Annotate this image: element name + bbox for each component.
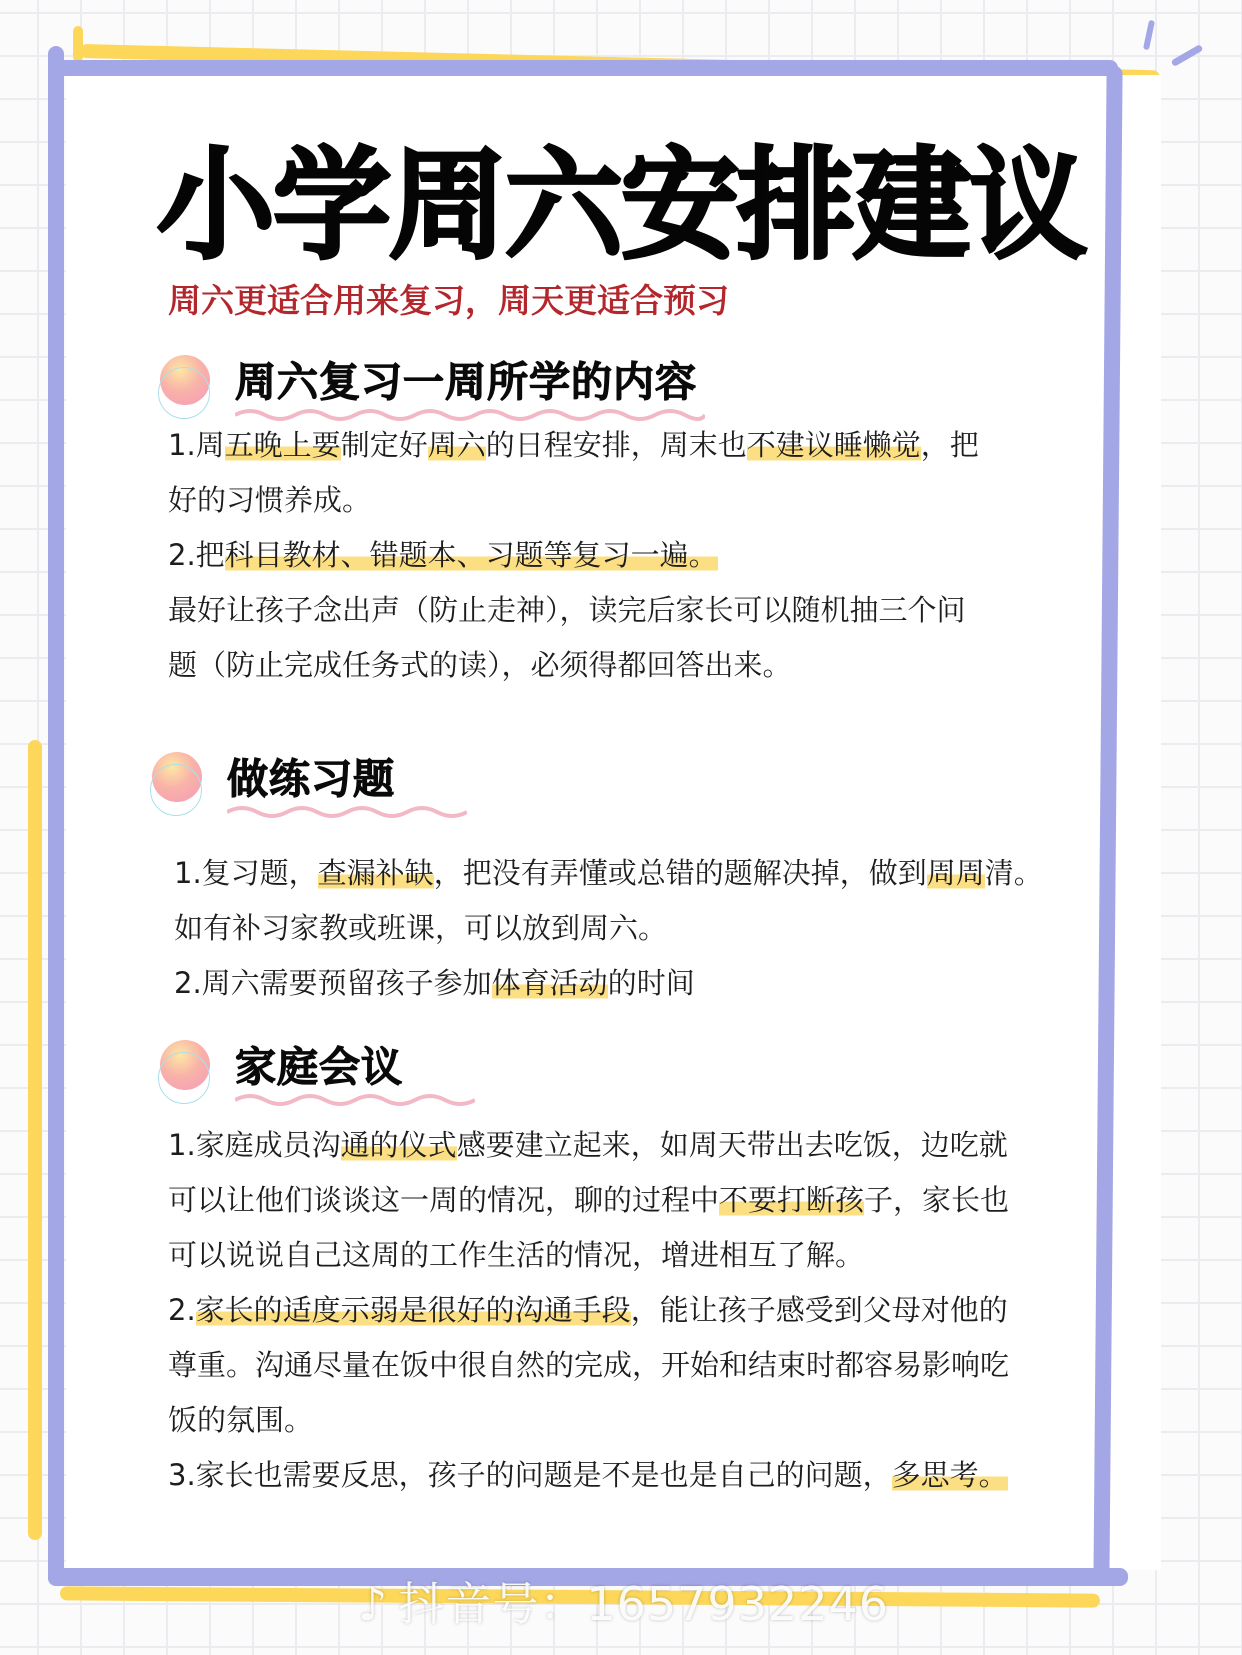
body-line — [168, 638, 979, 693]
body-line — [168, 1283, 1009, 1338]
body-text-segment: 子，家长也 — [864, 1183, 1010, 1217]
body-line — [168, 1173, 1009, 1228]
bubble-ring-icon — [150, 764, 202, 816]
body-text-segment: 可以说说自己这周的工作生活的情况，增进相互了解。 — [168, 1238, 865, 1272]
body-text-segment: 2.把 — [168, 538, 225, 572]
highlighted-text: 周周 — [926, 856, 985, 890]
highlighted-text: 家长的适度示弱是很好的沟通手段 — [195, 1293, 631, 1327]
body-text-segment: ，把没有弄懂或总错的题解决掉，做到 — [433, 856, 927, 890]
section-body-review — [168, 418, 979, 693]
wavy-underline-icon — [227, 804, 467, 820]
watermark — [358, 1568, 889, 1634]
body-text-segment: 可以让他们谈谈这一周的情况，聊的过程中 — [168, 1183, 720, 1217]
body-line — [174, 956, 1043, 1011]
highlighted-text: 体育活动 — [491, 966, 608, 1000]
sparkle-mark — [1143, 20, 1155, 51]
body-text-segment: 如有补习家教或班课，可以放到周六。 — [174, 911, 668, 945]
body-line — [168, 1228, 1009, 1283]
body-line — [168, 528, 979, 583]
frame-yellow-left — [28, 740, 42, 1540]
sparkle-mark — [1171, 44, 1204, 67]
body-text-segment: 好的习惯养成。 — [168, 483, 372, 517]
section-body-family-meeting — [168, 1118, 1009, 1503]
highlighted-text: 多思考。 — [891, 1458, 1008, 1492]
body-text-segment: 感要建立起来，如周天带出去吃饭，边吃就 — [456, 1128, 1008, 1162]
highlighted-text: 通的仪式 — [340, 1128, 457, 1162]
body-text-segment: 饭的氛围。 — [168, 1403, 314, 1437]
frame-yellow-top-tip — [73, 26, 83, 62]
section-heading-family-meeting — [160, 1040, 480, 1130]
body-text-segment: 制定好 — [340, 428, 428, 462]
bubble-ring-icon — [158, 367, 210, 419]
page-title: 小学周六安排建议 — [156, 134, 1085, 276]
highlighted-text: 不建议睡懒觉 — [746, 428, 921, 462]
section-title: 做练习题 — [227, 755, 395, 803]
section-title: 家庭会议 — [235, 1043, 403, 1091]
highlighted-text: 查漏补缺 — [317, 856, 434, 890]
highlighted-text: 周六 — [427, 428, 486, 462]
section-heading-exercises — [152, 752, 472, 842]
subtitle: 周六更适合用来复习，周天更适合预习 — [168, 281, 729, 320]
body-text-segment: 题（防止完成任务式的读），必须得都回答出来。 — [168, 648, 792, 682]
body-text-segment: 3.家长也需要反思，孩子的问题是不是也是自己的问题， — [168, 1458, 892, 1492]
body-text-segment: 最好让孩子念出声（防止走神），读完后家长可以随机抽三个问 — [168, 593, 966, 627]
body-line — [168, 1393, 1009, 1448]
body-line — [174, 901, 1043, 956]
douyin-logo-icon: ♪ — [358, 1577, 389, 1631]
body-text-segment: 的日程安排，周末也 — [485, 428, 747, 462]
frame-purple-top — [48, 60, 1118, 76]
section-title: 周六复习一周所学的内容 — [235, 358, 697, 406]
body-text-segment: 清。 — [984, 856, 1043, 890]
body-text-segment: 2.周六需要预留孩子参加 — [174, 966, 492, 1000]
body-text-segment: 尊重。沟通尽量在饭中很自然的完成，开始和结束时都容易影响吃 — [168, 1348, 1010, 1382]
body-line — [168, 583, 979, 638]
highlighted-text: 不要打断孩 — [719, 1183, 865, 1217]
body-text-segment: 2. — [168, 1293, 196, 1327]
body-line — [168, 1118, 1009, 1173]
body-text-segment: ，把 — [920, 428, 979, 462]
watermark-text: 抖音号：1657932246 — [398, 1577, 890, 1631]
wavy-underline-icon — [235, 1092, 475, 1108]
body-line — [174, 846, 1043, 901]
body-line — [168, 1338, 1009, 1393]
body-line — [168, 473, 979, 528]
body-line — [168, 418, 979, 473]
highlighted-text: 科目教材、错题本、习题等复习一遍。 — [224, 538, 718, 572]
highlighted-text: 五晚上要 — [224, 428, 341, 462]
section-body-exercises — [174, 846, 1043, 1011]
body-text-segment: ，能让孩子感受到父母对他的 — [630, 1293, 1008, 1327]
bubble-ring-icon — [158, 1052, 210, 1104]
body-text-segment: 的时间 — [607, 966, 695, 1000]
body-line — [168, 1448, 1009, 1503]
body-text-segment: 1.复习题， — [174, 856, 318, 890]
body-text-segment: 1.家庭成员沟 — [168, 1128, 341, 1162]
body-text-segment: 1.周 — [168, 428, 225, 462]
